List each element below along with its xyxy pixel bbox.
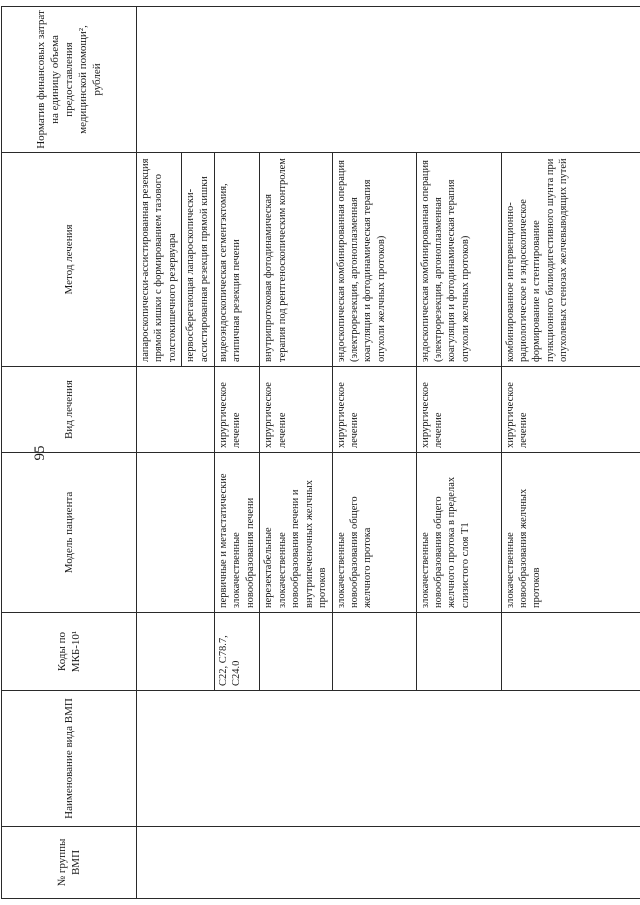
type-cell: хирургическое лечение — [416, 367, 501, 453]
header-treatment-method: Метод лечения — [2, 153, 137, 367]
model-cell: злокачественные новообразования желчных протоков — [501, 453, 640, 613]
icd-cell — [332, 613, 416, 691]
type-cell — [137, 367, 215, 453]
method-text: нервосберегающая лапароскопически-ассистированная резекция прямой кишки — [185, 176, 210, 362]
method-cell: внутрипротоковая фотодинамическая терапия под рентгеноскопическим контролем — [260, 153, 332, 367]
model-cell: первичные и метастатические злокачественные новообразования печени — [215, 453, 260, 613]
page-number: 95 — [32, 445, 48, 461]
vmp-table — [1, 6, 640, 899]
header-cost-standard: Норматив финансовых затрат на единицу объема предоставления медицинской помощи², рублей — [2, 7, 137, 153]
method-cell: эндоскопическая комбинированная операция (электрорезекция, аргоноплазменная коагуляция и фотодинамическая терапия опухоли желчных протоков) — [416, 153, 501, 367]
icd-cell — [416, 613, 501, 691]
model-cell — [137, 453, 215, 613]
method-cell: эндоскопическая комбинированная операция (электрорезекция, аргоноплазменная коагуляция и фотодинамическая терапия опухоли желчных протоков) — [332, 153, 416, 367]
header-treatment-type: Вид лечения — [2, 367, 137, 453]
type-cell: хирургическое лечение — [332, 367, 416, 453]
header-icd-codes: Коды по МКБ-10¹ — [2, 613, 137, 691]
method-cell: комбинированное интервенционно-радиологическое и эндоскопическое формирование и стентирование пункционного билиодигестивного шунта при опухолевых стенозах желчевыводящих путей — [501, 153, 640, 367]
header-vmp-name: Наименование вида ВМП — [2, 691, 137, 827]
model-cell: злокачественные новообразования общего желчного протока — [332, 453, 416, 613]
type-cell: хирургическое лечение — [215, 367, 260, 453]
icd-cell — [501, 613, 640, 691]
icd-cell — [137, 613, 215, 691]
table-row — [137, 7, 215, 899]
icd-cell — [260, 613, 332, 691]
header-group-no: № группы ВМП — [2, 827, 137, 899]
method-cell: видеоэндоскопическая сегментэктомия, атипичная резекция печени — [215, 153, 260, 367]
method-cell — [137, 153, 215, 367]
rotated-table-sheet — [1, 7, 639, 899]
method-text: лапароскопически-ассистированная резекция прямой кишки с формированием тазового толстокишечного резервуара — [137, 153, 182, 366]
cost-cell — [137, 7, 640, 153]
icd-cell: C22, C78.7, C24.0 — [215, 613, 260, 691]
group-no-cell — [137, 827, 640, 899]
type-cell: хирургическое лечение — [501, 367, 640, 453]
header-patient-model: Модель пациента — [2, 453, 137, 613]
vmp-name-cell — [137, 691, 640, 827]
model-cell: нерезектабельные злокачественные новообразования печени и внутрипеченочных желчных протоков — [260, 453, 332, 613]
table-header-row — [2, 7, 137, 899]
type-cell: хирургическое лечение — [260, 367, 332, 453]
model-cell: злокачественные новообразования общего желчного протока в пределах слизистого слоя T1 — [416, 453, 501, 613]
